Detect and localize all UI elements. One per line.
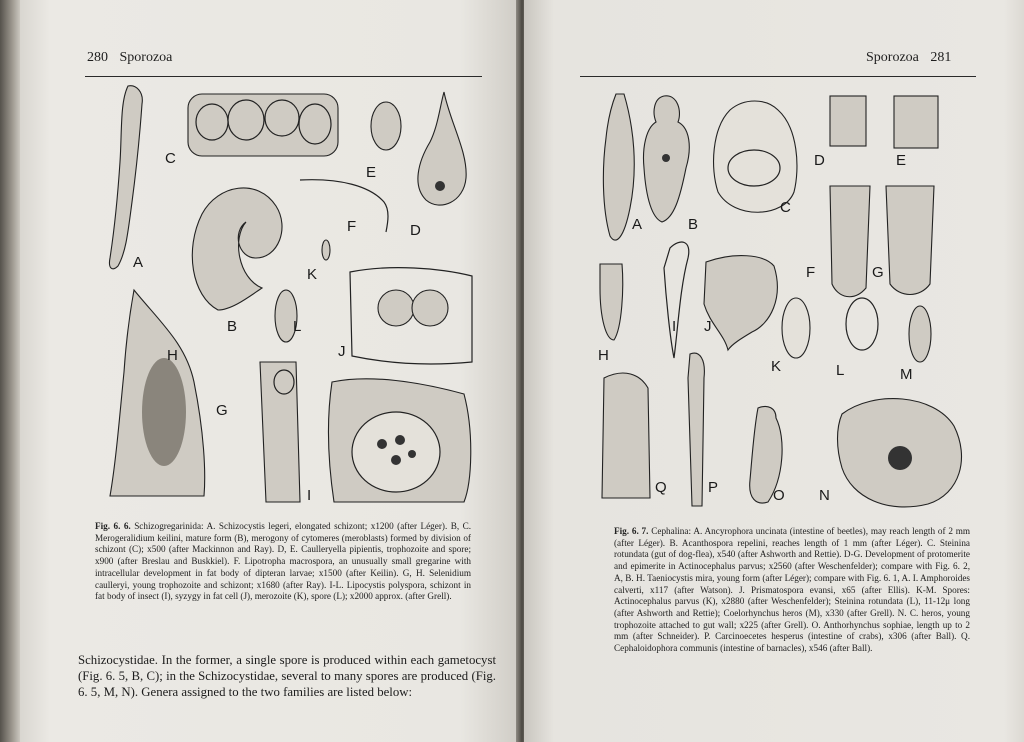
caption-label: Fig. 6. 7. — [614, 526, 649, 536]
fig-label-g: G — [872, 264, 884, 281]
fig-label-e: E — [366, 164, 377, 181]
page-edge-stack — [0, 0, 20, 742]
fig-label-j: J — [338, 343, 346, 360]
left-body-paragraph: Schizocystidae. In the former, a single spore is produced within each gametocyst (Fig. 6. 5, B, C); in the Schizocystidae, several to many spores are produced (Fig. 6. 5, M, N). Genera assigned to the two families are listed below: — [78, 653, 496, 699]
figure-6-7-caption — [614, 526, 970, 655]
fig-label-p: P — [708, 479, 719, 496]
fig-label-a: A — [632, 216, 643, 233]
left-page-number: 280 — [87, 50, 108, 65]
fig-label-q: Q — [655, 479, 667, 496]
fig-label-h: H — [167, 347, 178, 364]
right-page-number: 281 — [930, 50, 952, 65]
figure-6-6-illustration — [100, 82, 485, 510]
left-page — [20, 0, 520, 742]
fig-label-i: I — [307, 487, 312, 504]
fig-label-f: F — [806, 264, 816, 281]
fig-label-c: C — [780, 199, 791, 216]
caption-label: Fig. 6. 6. — [95, 521, 131, 531]
fig-label-a: A — [133, 254, 144, 271]
fig-label-d: D — [814, 152, 825, 169]
fig-label-g: G — [216, 402, 228, 419]
caption-text: Cephalina: A. Ancyrophora uncinata (intestine of beetles), may reach length of 2 mm (after Léger). B. Acanthospora repelini, reaches length of 1 mm (after Léger). C. Steinina rotundata (gut of dog-flea), x540 (after Ashworth and Rettie). D-G. Development of protomerite and epimerite in Actinocephalus parvus; x2560 (after Weschenfelder); compare with Fig. 6. 2, A, B. H. Taeniocystis mira, young form (after Léger); compare with Fig. 6. 1, A. I. Amphoroides calverti, x117 (after Watson). J. Prismatospora evansi, x65 (after Ellis). K-M. Spores: Actinocephalus parvus (K), x2880 (after Weschenfelder); Steinina rotundata (L), 11-12μ long (after Ashworth and Rettie); Coelorhynchus heros (M), x330 (after Grell). N. C. heros, young trophozoite attached to gut wall; x225 (after Grell). O. Anthorhynchus sophiae, length up to 2 mm (after Schneider). P. Carcinoecetes hesperus (intestine of crabs), x306 (after Ball). Q. Cephaloidophora communis (intestine of barnacles), x546 (after Ball). — [614, 526, 970, 654]
fig-label-k: K — [307, 266, 318, 283]
fig-label-o: O — [773, 487, 785, 504]
right-head-rule — [580, 76, 976, 77]
fig-label-e: E — [896, 152, 907, 169]
fig-label-m: M — [900, 366, 913, 383]
fig-label-l: L — [293, 318, 302, 335]
figure-6-6-caption — [95, 521, 471, 603]
fig-label-f: F — [347, 218, 357, 235]
caption-text: Schizogregarinida: A. Schizocystis legeri, elongated schizont; x1200 (after Léger). B, C. Merogeralidium keilini, mature form (B), merogony of cytomeres (meroblasts) formed by division of schizont (C); x500 (after Mackinnon and Ray). D, E. Caulleryella pipientis, trophozoite and spore; x900 (after Breslau and Buskkiel). F. Lipotropha macrospora, an unusually small gregarine with intracellular development in fat body of dipteran larvae; x1500 (after Keilin). G, H. Selenidium caulleryi, young trophozoite and schizont; x1680 (after Ray). I-L. Lipocystis polyspora, schizont in fat body of insect (I), syzygy in fat cell (J), merozoite (K), spore (L); x2000 approx. (after Grell). — [95, 521, 471, 602]
fig-label-k: K — [771, 358, 782, 375]
right-running-head — [866, 50, 951, 66]
fig-label-h: H — [598, 347, 609, 364]
fig-label-i: I — [672, 318, 677, 335]
fig-label-n: N — [819, 487, 830, 504]
left-running-head — [87, 50, 172, 66]
right-page — [524, 0, 1024, 742]
fig-label-b: B — [227, 318, 238, 335]
figure-6-7-illustration — [594, 88, 974, 516]
fig-label-d: D — [410, 222, 421, 239]
fig-label-l: L — [836, 362, 845, 379]
fig-label-c: C — [165, 150, 176, 167]
fig-label-b: B — [688, 216, 699, 233]
fig-label-j: J — [704, 318, 712, 335]
left-running-title: Sporozoa — [119, 50, 173, 65]
right-running-title: Sporozoa — [866, 50, 919, 65]
left-head-rule — [85, 76, 482, 77]
